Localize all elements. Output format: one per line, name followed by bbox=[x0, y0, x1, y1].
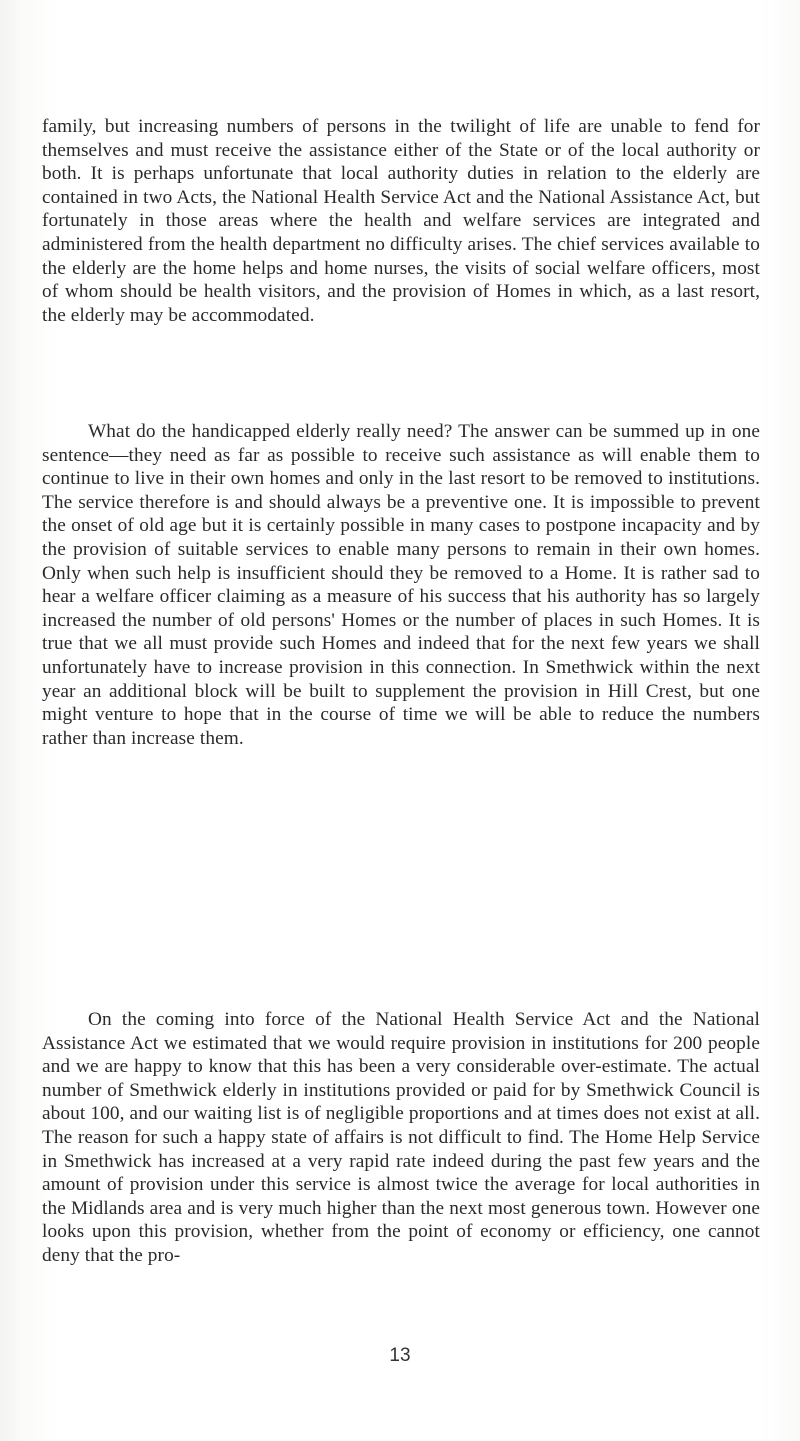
paragraph-3-text: On the coming into force of the National Health Service Act and the National Assistance Act we estimated that we would require provision in institutions for 200 people and we are happy to know that this has been a very considerable over-estimate. The actual number of Smethwick elderly in institutions provided or paid for by Smethwick Council is about 100, and our waiting list is of negligible proportions and at times does not exist at all. The reason for such a happy state of affairs is not difficult to find. The Home Help Service in Smethwick has increased at a very rapid rate indeed during the past few years and the amount of provision under this service is almost twice the average for local authorities in the Midlands area and is very much higher than the next most generous town. However one looks upon this provision, whether from the point of economy or efficiency, one cannot deny that the pro- bbox=[42, 1009, 760, 1266]
paragraph-3 bbox=[42, 1008, 760, 1268]
paragraph-1 bbox=[42, 115, 760, 327]
paragraph-2-text: What do the handicapped elderly really need? The answer can be summed up in one sentence—they need as far as possible to receive such assistance as will enable them to continue to live in their own homes and only in the last resort to be removed to institutions. The service therefore is and should always be a preventive one. It is impossible to prevent the onset of old age but it is certainly possible in many cases to postpone incapacity and by the provision of suitable services to enable many persons to remain in their own homes. Only when such help is insufficient should they be removed to a Home. It is rather sad to hear a welfare officer claiming as a measure of his success that his authority has so largely increased the number of old persons' Homes or the number of places in such Homes. It is true that we all must provide such Homes and indeed that for the next few years we shall unfortunately have to increase provision in this connection. In Smethwick within the next year an additional block will be built to supplement the provision in Hill Crest, but one might venture to hope that in the course of time we will be able to reduce the numbers rather than increase them. bbox=[42, 421, 760, 749]
paragraph-1-text: family, but increasing numbers of persons in the twilight of life are unable to fend for themselves and must receive the assistance either of the State or of the local authority or both. It is perhaps unfortunate that local authority duties in relation to the elderly are contained in two Acts, the National Health Service Act and the National Assistance Act, but fortunately in those areas where the health and welfare services are integrated and administered from the health department no difficulty arises. The chief services available to the elderly are the home helps and home nurses, the visits of social welfare officers, most of whom should be health visitors, and the provision of Homes in which, as a last resort, the elderly may be accommodated. bbox=[42, 116, 760, 326]
paragraph-2 bbox=[42, 420, 760, 750]
page-number: 13 bbox=[389, 1345, 411, 1366]
